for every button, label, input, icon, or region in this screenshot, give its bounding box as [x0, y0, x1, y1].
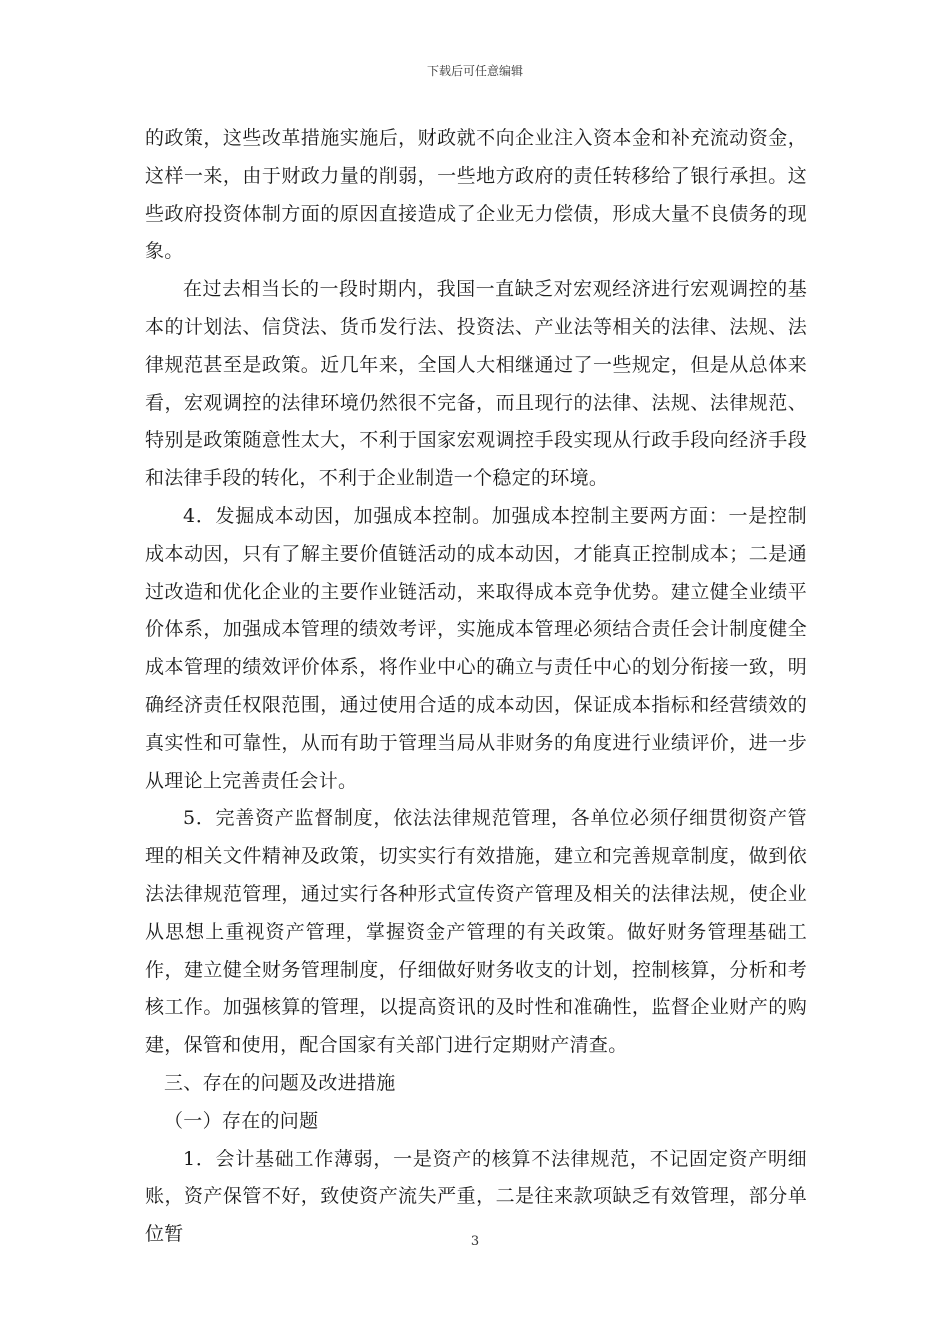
- subsection-heading: （一）存在的问题: [164, 1109, 319, 1132]
- paragraph-problem-1: 1．会计基础工作薄弱，一是资产的核算不法律规范，不记固定资产明细账，资产保管不好，致使资产流失严重，二是往来款项缺乏有效管理，部分单位暂: [145, 1147, 807, 1246]
- page-number: 3: [470, 1234, 480, 1249]
- paragraph-item-5: 5．完善资产监督制度，依法法律规范管理，各单位必须仔细贯彻资产管理的相关文件精神及政策，切实实行有效措施，建立和完善规章制度，做到依法法律规范管理，通过实行各种形式宣传资产管理及相关的法律法规，使企业从思想上重视资产管理，掌握资金产管理的有关政策。做好财务管理基础工作，建立健全财务管理制度，仔细做好财务收支的计划，控制核算，分析和考核工作。加强核算的管理，以提高资讯的及时性和准确性，监督企业财产的购建，保管和使用，配合国家有关部门进行定期财产清查。: [145, 807, 807, 1057]
- section-heading: 三、存在的问题及改进措施: [164, 1071, 396, 1094]
- page-header: 下载后可任意编辑: [426, 64, 523, 78]
- document-body: [145, 120, 807, 1254]
- paragraph-macro-control: 在过去相当长的一段时期内，我国一直缺乏对宏观经济进行宏观调控的基本的计划法、信贷法、货币发行法、投资法、产业法等相关的法律、法规、法律规范甚至是政策。近几年来，全国人大相继通过了一些规定，但是从总体来看，宏观调控的法律环境仍然很不完备，而且现行的法律、法规、法律规范、特别是政策随意性太大，不利于国家宏观调控手段实现从行政手段向经济手段和法律手段的转化，不利于企业制造一个稳定的环境。: [145, 278, 807, 490]
- paragraph-continuation: 的政策，这些改革措施实施后，财政就不向企业注入资本金和补充流动资金，这样一来，由于财政力量的削弱，一些地方政府的责任转移给了银行承担。这些政府投资体制方面的原因直接造成了企业无力偿债，形成大量不良债务的现象。: [145, 127, 807, 263]
- paragraph-item-4: 4．发掘成本动因，加强成本控制。加强成本控制主要两方面：一是控制成本动因，只有了解主要价值链活动的成本动因，才能真正控制成本；二是通过改造和优化企业的主要作业链活动，来取得成本竞争优势。建立健全业绩平价体系，加强成本管理的绩效考评，实施成本管理必须结合责任会计制度健全成本管理的绩效评价体系，将作业中心的确立与责任中心的划分衔接一致，明确经济责任权限范围，通过使用合适的成本动因，保证成本指标和经营绩效的真实性和可靠性，从而有助于管理当局从非财务的角度进行业绩评价，进一步从理论上完善责任会计。: [145, 504, 807, 792]
